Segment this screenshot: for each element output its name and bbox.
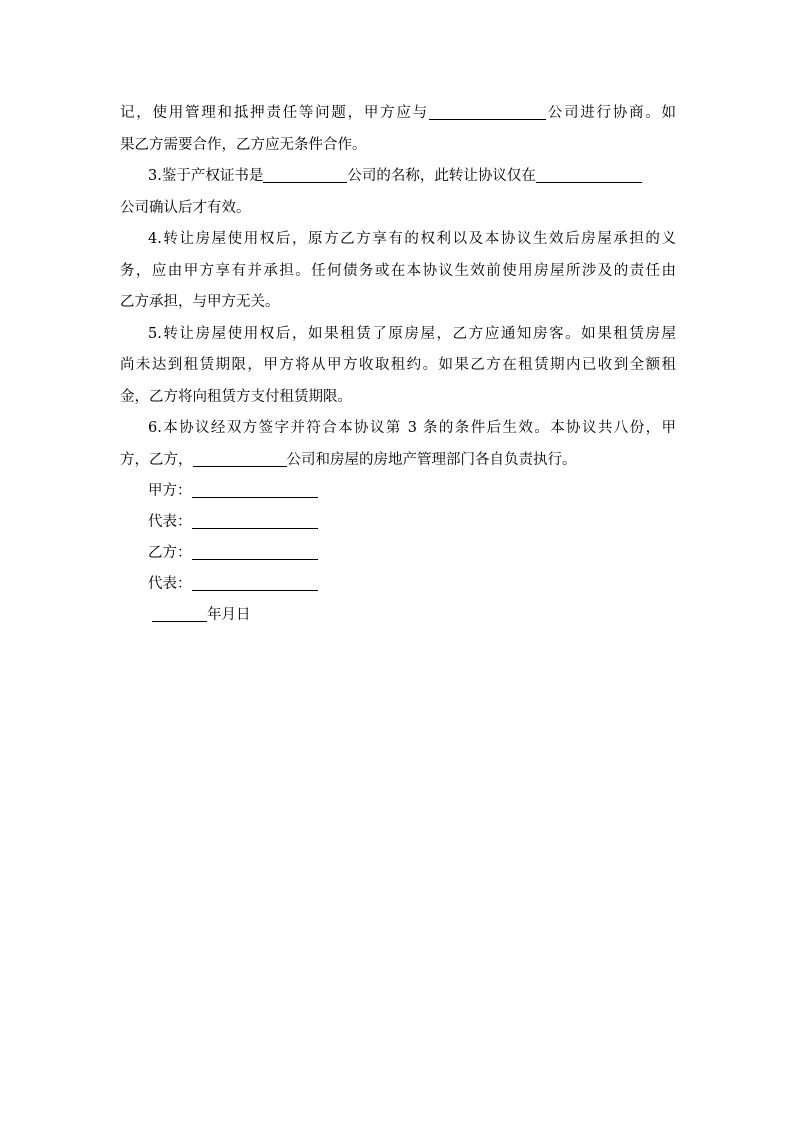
signature-label: 代表： bbox=[148, 514, 192, 530]
text-segment: 3.鉴于产权证书是 bbox=[148, 168, 264, 184]
date-blank bbox=[152, 603, 207, 622]
date-label: 年月日 bbox=[207, 607, 251, 623]
signature-party-a bbox=[148, 478, 318, 504]
text-segment: 方，乙方， bbox=[120, 452, 193, 468]
clause-6-line: 6.本协议经双方签字并符合本协议第 3 条的条件后生效。本协议共八份，甲 bbox=[148, 420, 676, 436]
clause-3-line: 公司确认后才有效。 bbox=[120, 200, 251, 216]
signature-party-b bbox=[148, 540, 318, 566]
paragraph-line bbox=[120, 100, 676, 126]
text-segment: 公司和房屋的房地产管理部门各自负责执行。 bbox=[286, 452, 577, 468]
fill-blank bbox=[263, 164, 347, 183]
paragraph-line: 果乙方需要合作，乙方应无条件合作。 bbox=[120, 137, 367, 153]
fill-blank bbox=[193, 448, 287, 467]
clause-5-line: 5.转让房屋使用权后，如果租赁了原房屋，乙方应通知房客。如果租赁房屋 bbox=[148, 326, 676, 342]
text-segment: 记，使用管理和抵押责任等问题，甲方应与 bbox=[120, 105, 429, 121]
signature-rep-b bbox=[148, 571, 318, 597]
signature-blank bbox=[192, 510, 318, 529]
signature-label: 甲方： bbox=[148, 483, 192, 499]
signature-label: 乙方： bbox=[148, 545, 192, 561]
clause-3-line bbox=[148, 163, 642, 189]
signature-date bbox=[152, 602, 251, 628]
clause-4-line: 4.转让房屋使用权后，原方乙方享有的权利以及本协议生效后房屋承担的义 bbox=[148, 231, 676, 247]
clause-4-line: 乙方承担，与甲方无关。 bbox=[120, 294, 280, 310]
signature-blank bbox=[192, 572, 318, 591]
fill-blank bbox=[429, 101, 546, 120]
text-segment: 公司进行协商。如 bbox=[545, 105, 677, 121]
signature-label: 代表： bbox=[148, 576, 192, 592]
text-segment: 公司的名称，此转让协议仅在 bbox=[347, 168, 536, 184]
clause-6-line bbox=[120, 447, 577, 473]
signature-blank bbox=[192, 541, 318, 560]
fill-blank bbox=[536, 164, 642, 183]
clause-4-line: 务，应由甲方享有并承担。任何债务或在本协议生效前使用房屋所涉及的责任由 bbox=[120, 263, 676, 279]
signature-rep-a bbox=[148, 509, 318, 535]
clause-5-line: 尚未达到租赁期限，甲方将从甲方收取租约。如果乙方在租赁期内已收到全额租 bbox=[120, 357, 676, 373]
clause-5-line: 金，乙方将向租赁方支付租赁期限。 bbox=[120, 389, 352, 405]
signature-blank bbox=[192, 479, 318, 498]
